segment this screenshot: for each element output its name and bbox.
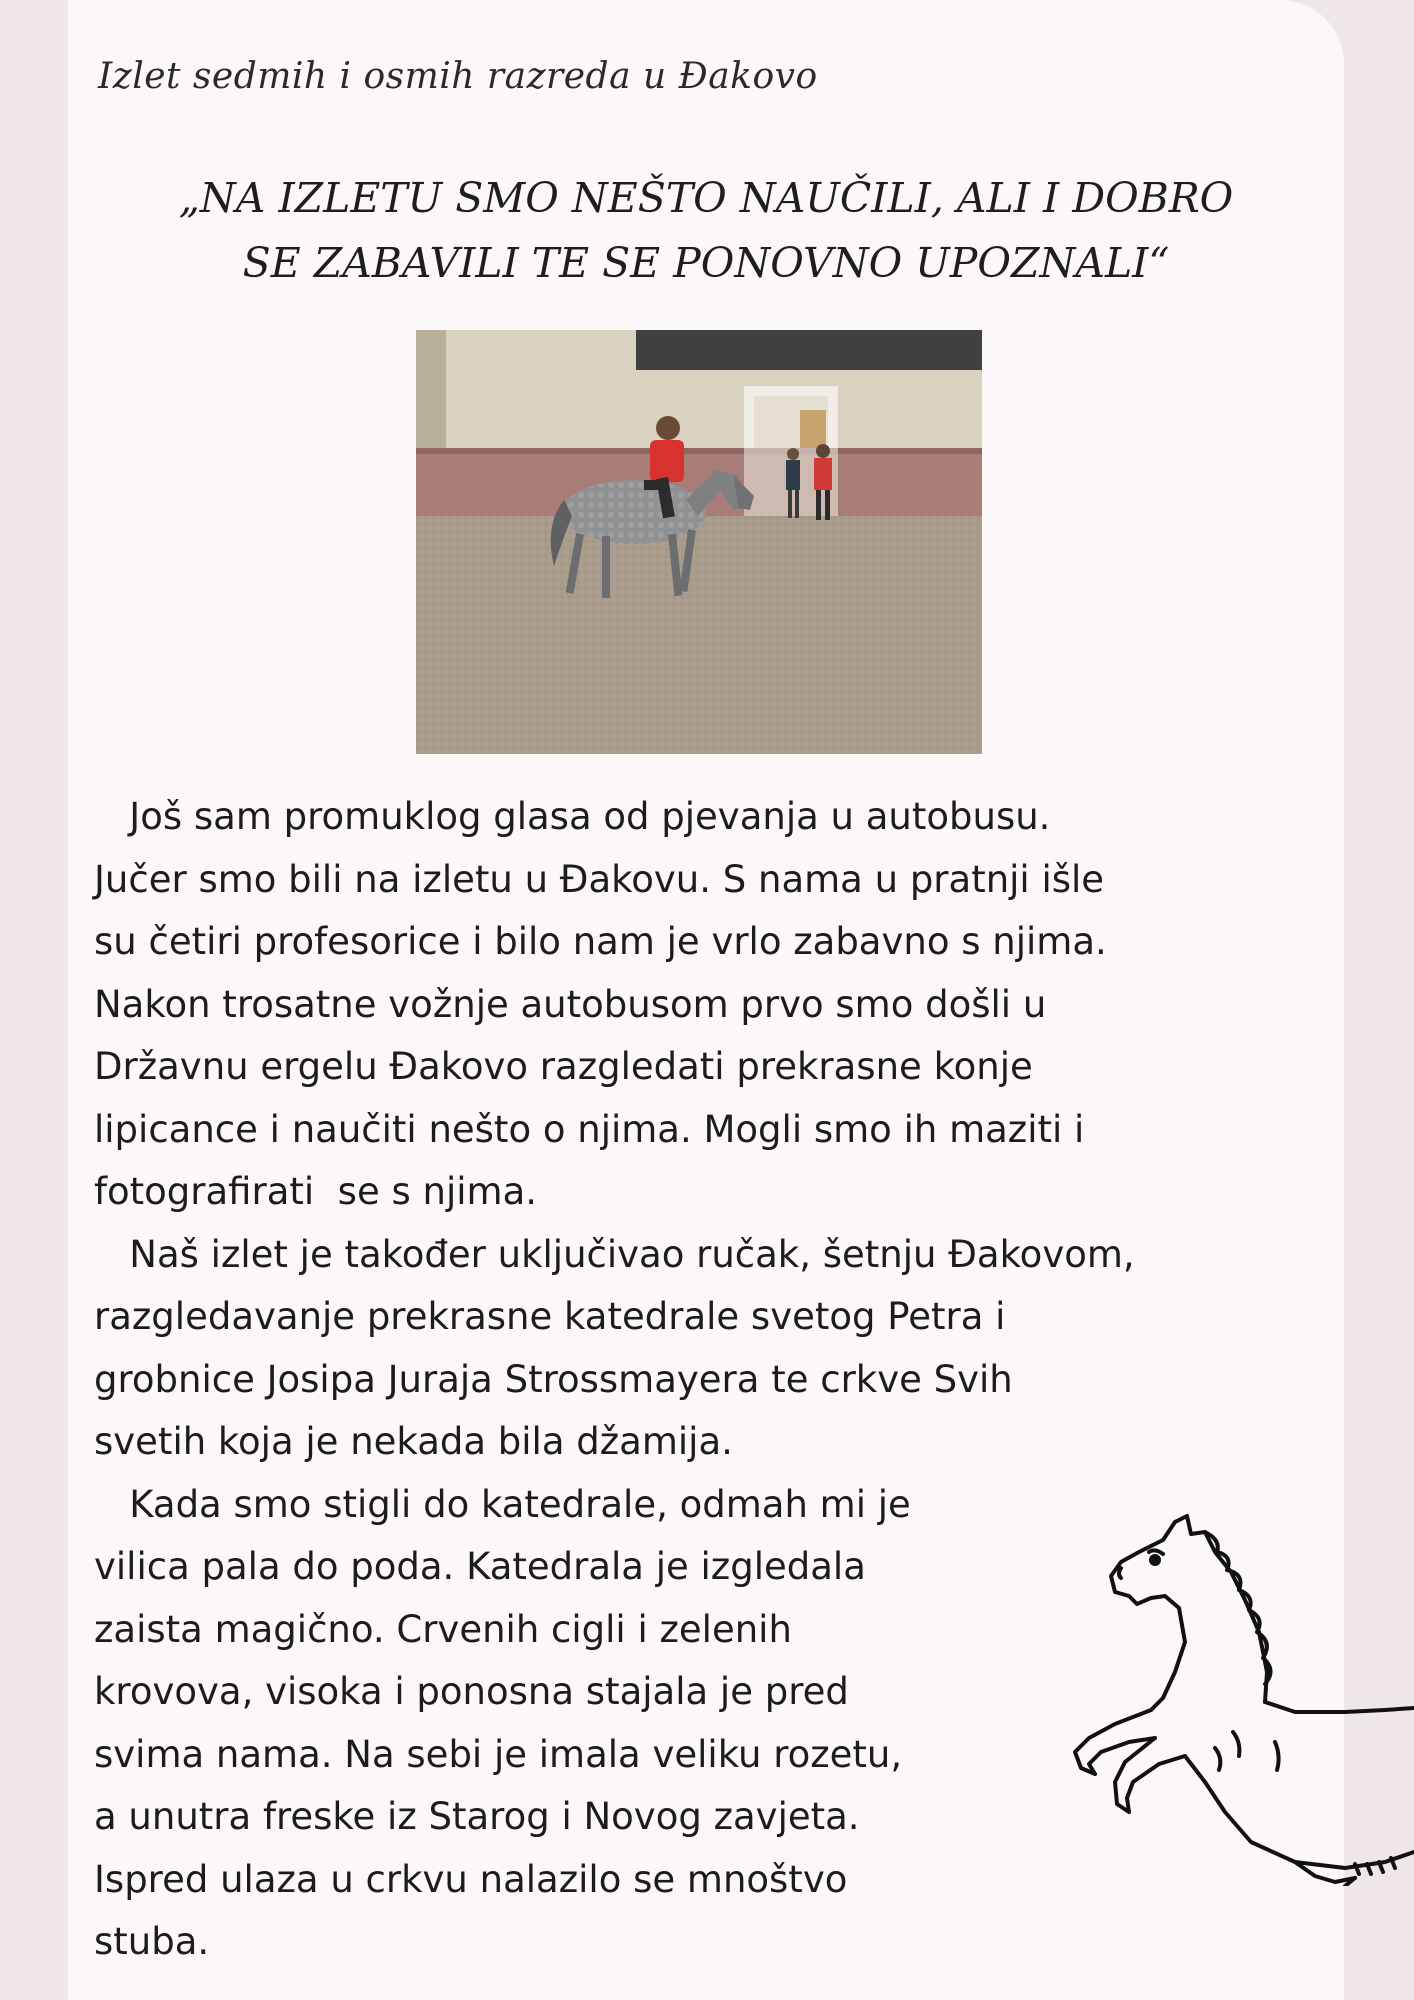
article-subtitle: Izlet sedmih i osmih razreda u Đakovo bbox=[98, 56, 818, 97]
article-line: lipicance i naučiti nešto o njima. Mogli smo ih maziti i bbox=[94, 1107, 1085, 1151]
article-line: krovova, visoka i ponosna stajala je pred bbox=[94, 1670, 849, 1713]
article-line: zaista magično. Crvenih cigli i zelenih bbox=[94, 1607, 792, 1651]
article-line: Kada smo stigli do katedrale, odmah mi je bbox=[94, 1482, 911, 1526]
article-headline bbox=[68, 166, 1344, 296]
article-line: su četiri profesorice i bilo nam je vrlo zabavno s njima. bbox=[94, 920, 1107, 963]
article-line: Jučer smo bili na izletu u Đakovu. S nama u pratnji išle bbox=[94, 857, 1105, 901]
article-line: razgledavanje prekrasne katedrale svetog Petra i bbox=[94, 1295, 1006, 1338]
article-line: fotografirati se s njima. bbox=[94, 1170, 538, 1213]
article-line: Nakon trosatne vožnje autobusom prvo smo došli u bbox=[94, 982, 1047, 1026]
article-body bbox=[94, 786, 1135, 1974]
headline-line-1: „NA IZLETU SMO NEŠTO NAUČILI, ALI I DOBRO bbox=[178, 174, 1234, 222]
article-line: Još sam promuklog glasa od pjevanja u autobusu. bbox=[94, 795, 1051, 838]
article-line: Državnu ergelu Đakovo razgledati prekrasne konje bbox=[94, 1045, 1033, 1088]
article-line: a unutra freske iz Starog i Novog zavjeta. bbox=[94, 1795, 860, 1838]
article-line: svetih koja je nekada bila džamija. bbox=[94, 1420, 733, 1463]
rearing-horse-icon bbox=[1055, 1512, 1414, 1886]
article-line: Ispred ulaza u crkvu nalazilo se mnoštvo bbox=[94, 1857, 848, 1901]
article-line: svima nama. Na sebi je imala veliku rozetu, bbox=[94, 1732, 903, 1776]
article-line: Naš izlet je također uključivao ručak, šetnju Đakovom, bbox=[94, 1232, 1135, 1276]
article-line: grobnice Josipa Juraja Strossmayera te crkve Svih bbox=[94, 1357, 1013, 1401]
article-line: vilica pala do poda. Katedrala je izgledala bbox=[94, 1545, 866, 1588]
headline-line-2: SE ZABAVILI TE SE PONOVNO UPOZNALI“ bbox=[242, 239, 1170, 287]
article-line: stuba. bbox=[94, 1920, 210, 1963]
riding-hall-photo bbox=[416, 330, 982, 754]
